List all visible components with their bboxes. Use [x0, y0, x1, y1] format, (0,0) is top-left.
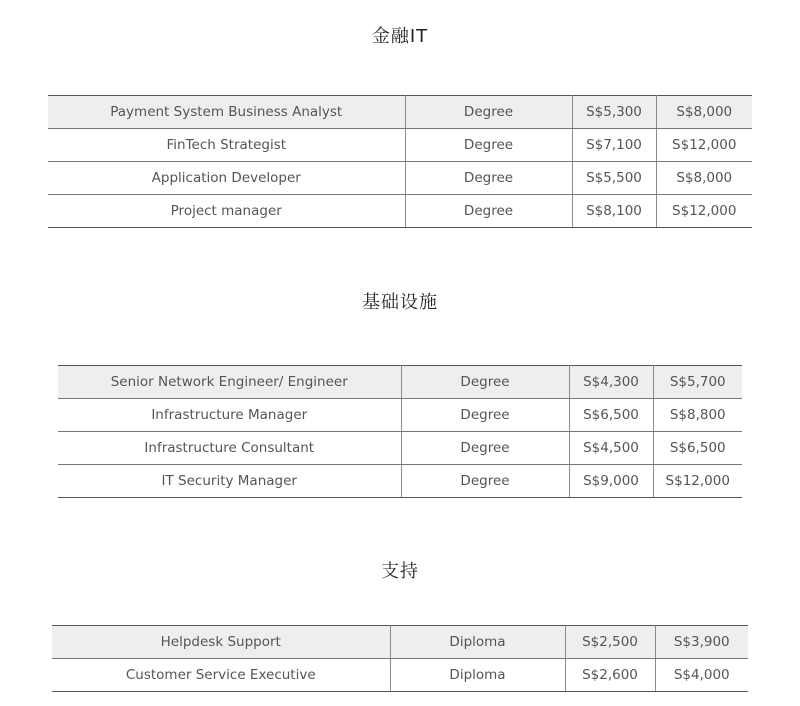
job-title-cell: IT Security Manager: [58, 465, 401, 498]
qualification-cell: Degree: [405, 195, 572, 228]
qualification-cell: Degree: [405, 96, 572, 129]
qualification-cell: Degree: [401, 366, 569, 399]
salary-min-cell: S$2,500: [565, 626, 655, 659]
salary-min-cell: S$5,300: [572, 96, 656, 129]
qualification-cell: Degree: [405, 129, 572, 162]
qualification-cell: Degree: [401, 432, 569, 465]
job-title-cell: Helpdesk Support: [52, 626, 390, 659]
salary-min-cell: S$7,100: [572, 129, 656, 162]
qualification-cell: Degree: [405, 162, 572, 195]
job-title-cell: FinTech Strategist: [48, 129, 405, 162]
salary-min-cell: S$5,500: [572, 162, 656, 195]
salary-max-cell: S$12,000: [656, 195, 752, 228]
salary-table-support: [52, 625, 748, 692]
qualification-cell: Diploma: [390, 659, 565, 692]
salary-max-cell: S$12,000: [656, 129, 752, 162]
job-title-cell: Application Developer: [48, 162, 405, 195]
salary-min-cell: S$9,000: [569, 465, 653, 498]
table-row: [52, 626, 748, 659]
salary-max-cell: S$8,000: [656, 96, 752, 129]
salary-max-cell: S$12,000: [653, 465, 742, 498]
table-row: [48, 195, 752, 228]
job-title-cell: Infrastructure Consultant: [58, 432, 401, 465]
salary-min-cell: S$6,500: [569, 399, 653, 432]
qualification-cell: Degree: [401, 399, 569, 432]
section-title-support: 支持: [381, 561, 419, 582]
job-title-cell: Senior Network Engineer/ Engineer: [58, 366, 401, 399]
table-row: [48, 162, 752, 195]
job-title-cell: Payment System Business Analyst: [48, 96, 405, 129]
table-row: [52, 659, 748, 692]
table-row: [58, 366, 742, 399]
table-row: [58, 399, 742, 432]
salary-min-cell: S$4,500: [569, 432, 653, 465]
table-row: [48, 96, 752, 129]
qualification-cell: Degree: [401, 465, 569, 498]
salary-max-cell: S$4,000: [655, 659, 748, 692]
table-row: [58, 465, 742, 498]
salary-max-cell: S$6,500: [653, 432, 742, 465]
section-title-infrastructure: 基础设施: [362, 292, 438, 313]
section-title-fintech: 金融IT: [371, 26, 429, 47]
salary-max-cell: S$8,800: [653, 399, 742, 432]
job-title-cell: Customer Service Executive: [52, 659, 390, 692]
salary-max-cell: S$8,000: [656, 162, 752, 195]
salary-min-cell: S$4,300: [569, 366, 653, 399]
salary-max-cell: S$3,900: [655, 626, 748, 659]
job-title-cell: Infrastructure Manager: [58, 399, 401, 432]
salary-min-cell: S$2,600: [565, 659, 655, 692]
job-title-cell: Project manager: [48, 195, 405, 228]
salary-max-cell: S$5,700: [653, 366, 742, 399]
salary-min-cell: S$8,100: [572, 195, 656, 228]
salary-table-infrastructure: [58, 365, 742, 498]
table-row: [58, 432, 742, 465]
qualification-cell: Diploma: [390, 626, 565, 659]
salary-table-fintech: [48, 95, 752, 228]
table-row: [48, 129, 752, 162]
